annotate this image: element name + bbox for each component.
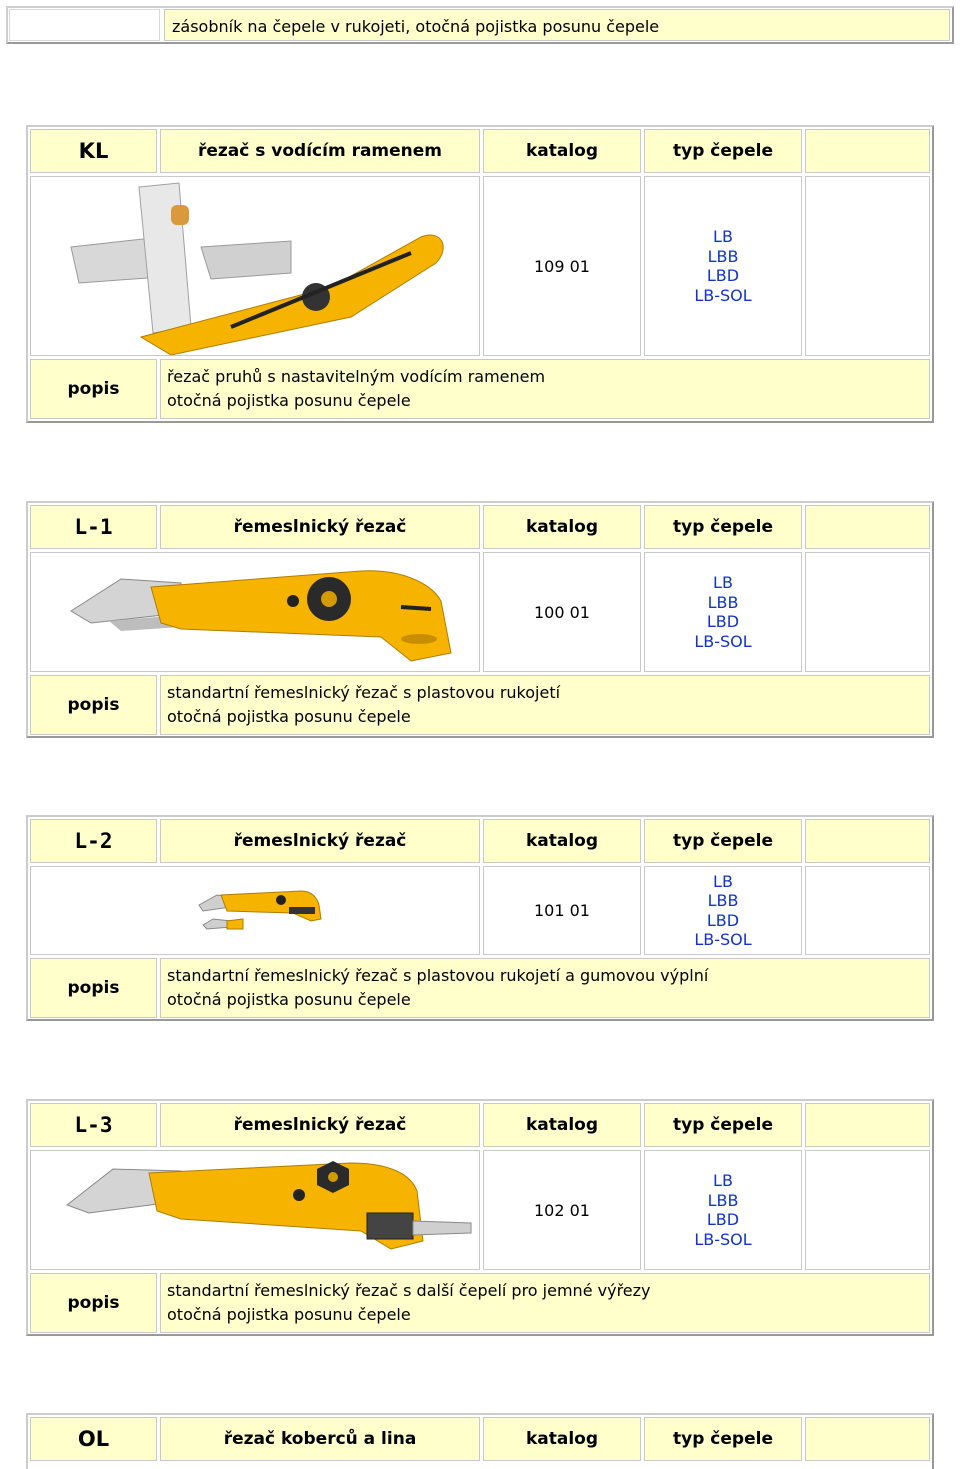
header-empty-cell	[805, 819, 930, 863]
cutter-with-guide-arm-icon	[31, 177, 479, 355]
description-label: popis	[30, 675, 157, 735]
catalog-header: katalog	[483, 1103, 641, 1147]
product-table-kl	[26, 125, 934, 423]
product-name: řemeslnický řezač	[160, 819, 480, 863]
blade-link-lb[interactable]: LB	[713, 1171, 733, 1190]
product-name: řemeslnický řezač	[160, 1103, 480, 1147]
product-code: KL	[30, 129, 157, 173]
product-code: L-2	[30, 819, 157, 863]
blade-type-header: typ čepele	[644, 129, 802, 173]
catalog-number: 100 01	[483, 552, 641, 672]
product-code: L-1	[30, 505, 157, 549]
blade-link-lbd[interactable]: LBD	[706, 1210, 740, 1229]
product-image	[30, 1150, 480, 1270]
description-line: otočná pojistka posunu čepele	[167, 707, 411, 726]
description-text	[160, 675, 930, 735]
blade-link-lbb[interactable]: LBB	[707, 592, 739, 612]
catalog-header: katalog	[483, 505, 641, 549]
blade-link-lb[interactable]: LB	[713, 227, 733, 246]
catalog-header: katalog	[483, 819, 641, 863]
blade-type-header: typ čepele	[644, 1417, 802, 1461]
top-row-text: zásobník na čepele v rukojeti, otočná pojistka posunu čepele	[164, 9, 950, 41]
empty-cell	[805, 1150, 930, 1270]
description-line: řezač pruhů s nastavitelným vodícím ramenem	[167, 367, 546, 386]
blade-link-lb-sol[interactable]: LB-SOL	[694, 930, 752, 949]
blade-type-header: typ čepele	[644, 819, 802, 863]
blade-link-lbd[interactable]: LBD	[706, 266, 740, 285]
blade-type-list	[644, 866, 802, 955]
product-name: řezač s vodícím ramenem	[160, 129, 480, 173]
utility-knife-l2-icon	[31, 867, 479, 954]
description-label: popis	[30, 359, 157, 419]
blade-link-lb[interactable]: LB	[713, 573, 733, 592]
header-empty-cell	[805, 1417, 930, 1461]
product-name: řezač koberců a lina	[160, 1417, 480, 1461]
description-line: otočná pojistka posunu čepele	[167, 1305, 411, 1324]
utility-knife-l3-icon	[31, 1151, 479, 1269]
blade-type-header: typ čepele	[644, 1103, 802, 1147]
product-image	[30, 552, 480, 672]
blade-link-lb-sol[interactable]: LB-SOL	[694, 1229, 752, 1249]
empty-cell	[805, 866, 930, 955]
description-line: otočná pojistka posunu čepele	[167, 391, 411, 410]
blade-link-lbb[interactable]: LBB	[707, 1190, 739, 1210]
product-name: řemeslnický řezač	[160, 505, 480, 549]
blade-link-lbb[interactable]: LBB	[707, 246, 739, 266]
product-table-l1	[26, 501, 934, 738]
top-row	[6, 6, 954, 44]
product-code: OL	[30, 1417, 157, 1461]
description-text	[160, 1273, 930, 1333]
description-line: otočná pojistka posunu čepele	[167, 990, 411, 1009]
blade-type-list	[644, 1150, 802, 1270]
product-table-l3	[26, 1099, 934, 1336]
blade-type-list	[644, 176, 802, 356]
utility-knife-l1-icon	[31, 553, 479, 671]
blade-link-lb[interactable]: LB	[713, 871, 733, 891]
description-line: standartní řemeslnický řezač s plastovou rukojetí	[167, 683, 561, 702]
description-label: popis	[30, 958, 157, 1018]
product-table-ol	[26, 1413, 934, 1469]
top-row-empty-cell	[9, 9, 160, 41]
product-table-l2	[26, 815, 934, 1021]
catalog-header: katalog	[483, 129, 641, 173]
catalog-number: 109 01	[483, 176, 641, 356]
header-empty-cell	[805, 1103, 930, 1147]
description-line: standartní řemeslnický řezač s plastovou rukojetí a gumovou výplní	[167, 966, 709, 985]
header-empty-cell	[805, 505, 930, 549]
blade-link-lbb[interactable]: LBB	[707, 891, 739, 910]
description-label: popis	[30, 1273, 157, 1333]
product-image	[30, 176, 480, 356]
description-text	[160, 958, 930, 1018]
blade-link-lb-sol[interactable]: LB-SOL	[694, 285, 752, 305]
product-image	[30, 866, 480, 955]
header-empty-cell	[805, 129, 930, 173]
empty-cell	[805, 176, 930, 356]
blade-link-lb-sol[interactable]: LB-SOL	[694, 631, 752, 651]
blade-link-lbd[interactable]: LBD	[706, 612, 740, 631]
catalog-number: 102 01	[483, 1150, 641, 1270]
product-code: L-3	[30, 1103, 157, 1147]
catalog-number: 101 01	[483, 866, 641, 955]
blade-link-lbd[interactable]: LBD	[706, 910, 740, 930]
blade-type-list	[644, 552, 802, 672]
empty-cell	[805, 552, 930, 672]
description-text	[160, 359, 930, 419]
description-line: standartní řemeslnický řezač s další čepelí pro jemné výřezy	[167, 1281, 651, 1300]
catalog-header: katalog	[483, 1417, 641, 1461]
blade-type-header: typ čepele	[644, 505, 802, 549]
